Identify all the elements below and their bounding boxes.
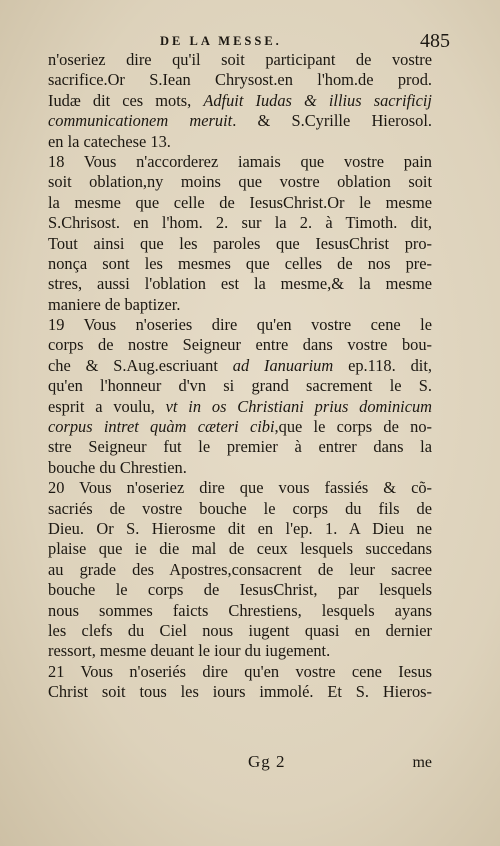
italic-quote: Adfuit Iudas & illius sacrificij — [203, 90, 432, 110]
text-line: 19 Vous n'oseries dire qu'en vostre cene le — [48, 315, 432, 335]
text-line: 20 Vous n'oseriez dire que vous fassiés & cõ- — [48, 478, 432, 498]
italic-quote: corpus intret quàm cæteri cibi — [48, 417, 275, 437]
text-segment: . & S.Cyrille Hierosol. — [232, 111, 432, 131]
text-line — [48, 397, 432, 417]
text-line: Dieu. Or S. Hierosme dit en l'ep. 1. A Dieu ne — [48, 518, 432, 538]
text-segment: esprit a voulu, — [48, 396, 166, 416]
page-header — [60, 30, 450, 52]
text-line — [48, 417, 432, 437]
text-line: nous sommes faicts Chrestiens, lesquels ayans — [48, 600, 432, 620]
text-line — [48, 91, 432, 111]
text-line: Christ soit tous les iours immolé. Et S. Hieros- — [48, 682, 432, 702]
text-line: qu'en l'honneur d'vn si grand sacrement le S. — [48, 376, 432, 396]
text-line — [48, 356, 432, 376]
italic-quote: vt in os Christiani prius dominicum — [165, 396, 432, 416]
page-footer — [48, 752, 432, 776]
text-line: la mesme que celle de IesusChrist.Or le mesme — [48, 192, 432, 212]
text-line: plaise que ie die mal de ceux lesquels succedans — [48, 539, 432, 559]
italic-quote: ad Ianuarium — [232, 355, 334, 375]
text-line: ressort, mesme deuant le iour du iugement. — [48, 641, 331, 661]
text-segment: ep.118. dit, — [333, 355, 432, 375]
text-line: stre Seigneur fut le premier à entrer dans la — [48, 437, 432, 457]
text-line: stres, aussi l'oblation est la mesme,& la mesme — [48, 274, 432, 294]
text-line: 18 Vous n'accorderez iamais que vostre pain — [48, 151, 432, 171]
text-line: sacrifice.Or S.Iean Chrysost.en l'hom.de prod. — [48, 70, 432, 90]
text-line: en la catechese 13. — [48, 131, 171, 151]
text-line: nonça sont les mesmes que celles de nos pre- — [48, 253, 432, 273]
text-line: les clefs du Ciel nous iugent quasi en dernier — [48, 620, 432, 640]
text-line: 21 Vous n'oseriés dire qu'en vostre cene Iesus — [48, 661, 432, 681]
text-line: au grade des Apostres,consacrent de leur sacree — [48, 559, 432, 579]
text-segment: ,que le corps de no- — [274, 417, 432, 437]
italic-quote: communicationem meruit — [48, 111, 233, 131]
text-line: Tout ainsi que les paroles que IesusChrist pro- — [48, 233, 432, 253]
running-head: DE LA MESSE. — [160, 34, 282, 48]
text-line — [48, 111, 432, 131]
text-line: n'oseriez dire qu'il soit participant de vostre — [48, 50, 432, 69]
text-segment: Iudæ dit ces mots, — [48, 90, 204, 110]
text-segment: che & S.Aug.escriuant — [48, 355, 233, 375]
text-line: corps de nostre Seigneur entre dans vostre bou- — [48, 335, 432, 355]
text-line: maniere de baptizer. — [48, 294, 181, 314]
text-line: S.Chrisost. en l'hom. 2. sur la 2. à Timoth. dit, — [48, 213, 432, 233]
page-number: 485 — [420, 30, 450, 52]
text-body — [48, 50, 432, 703]
text-line: sacriés de vostre bouche le corps du fils de — [48, 498, 432, 518]
catchword: me — [412, 754, 432, 771]
text-line: bouche le corps de IesusChrist, par lesquels — [48, 580, 432, 600]
text-line: bouche du Chrestien. — [48, 457, 187, 477]
text-line: soit oblation,ny moins que vostre oblation soit — [48, 172, 432, 192]
signature-mark: Gg 2 — [248, 752, 286, 771]
